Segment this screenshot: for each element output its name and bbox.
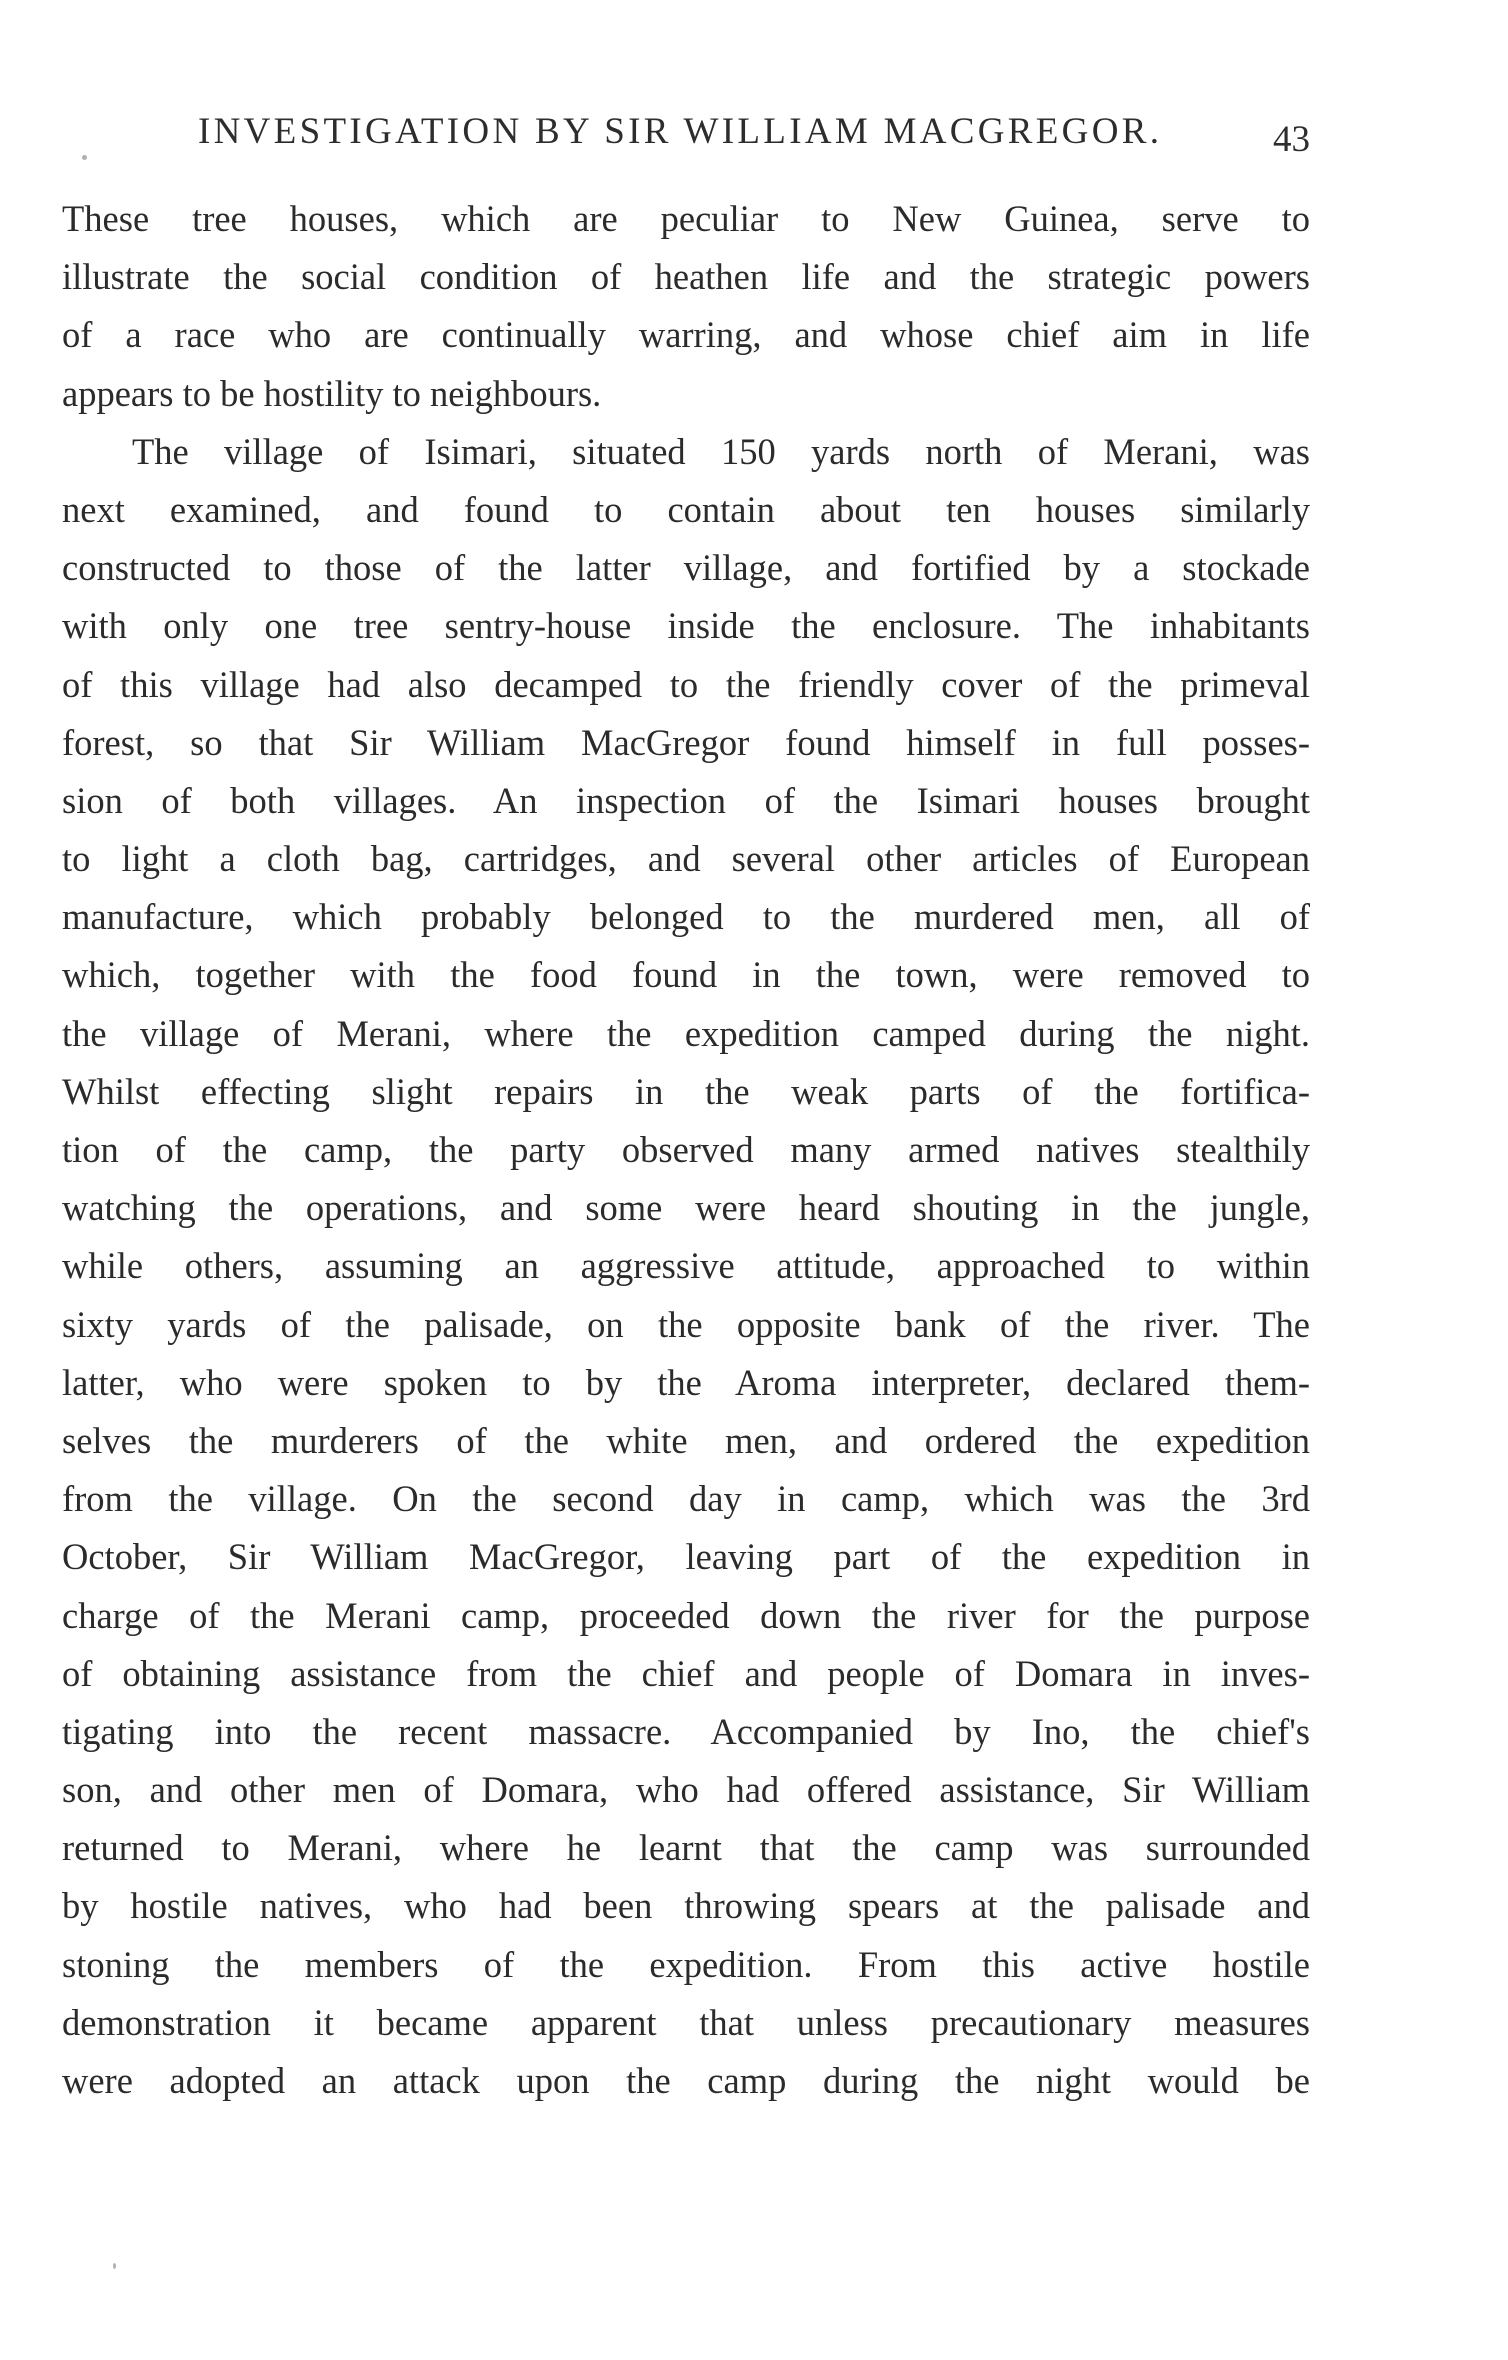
- text-line: demonstration it became apparent that unless precautionary measures: [62, 2001, 1310, 2043]
- text-line: were adopted an attack upon the camp during the night would be: [62, 2060, 1310, 2101]
- text-line: appears to be hostility to neighbours.: [62, 372, 602, 414]
- running-title: INVESTIGATION BY SIR WILLIAM MACGREGOR.: [198, 111, 1163, 152]
- text-line: to light a cloth bag, cartridges, and several other articles of European: [62, 838, 1310, 880]
- text-line: by hostile natives, who had been throwing spears at the palisade and: [62, 1885, 1310, 1927]
- text-line: Whilst effecting slight repairs in the weak parts of the fortifica-: [62, 1070, 1310, 1112]
- text-line: charge of the Merani camp, proceeded down the river for the purpose: [62, 1594, 1310, 1636]
- text-line: from the village. On the second day in camp, which was the 3rd: [62, 1478, 1310, 1520]
- text-line: sixty yards of the palisade, on the opposite bank of the river. The: [62, 1303, 1310, 1345]
- text-line: illustrate the social condition of heathen life and the strategic powers: [62, 256, 1310, 298]
- page-number: 43: [1273, 119, 1310, 160]
- text-line: October, Sir William MacGregor, leaving part of the expedition in: [62, 1536, 1310, 1578]
- text-line: tion of the camp, the party observed many armed natives stealthily: [62, 1129, 1310, 1170]
- text-line: of obtaining assistance from the chief and people of Domara in inves-: [62, 1652, 1310, 1694]
- text-line: next examined, and found to contain about ten houses similarly: [62, 488, 1310, 530]
- text-line: forest, so that Sir William MacGregor found himself in full posses-: [62, 721, 1310, 763]
- text-line: constructed to those of the latter village, and fortified by a stockade: [62, 547, 1310, 589]
- text-line: of a race who are continually warring, and whose chief aim in life: [62, 314, 1310, 356]
- text-line: the village of Merani, where the expedition camped during the night.: [62, 1012, 1310, 1054]
- body-text: [62, 190, 1310, 2110]
- text-line: sion of both villages. An inspection of the Isimari houses brought: [62, 779, 1310, 821]
- text-line: The village of Isimari, situated 150 yards north of Merani, was: [132, 430, 1310, 472]
- paragraph: [62, 190, 1310, 423]
- text-line: watching the operations, and some were heard shouting in the jungle,: [62, 1187, 1310, 1229]
- paragraph: [62, 423, 1310, 2110]
- text-line: stoning the members of the expedition. From this active hostile: [62, 1943, 1310, 1985]
- text-line: with only one tree sentry-house inside the enclosure. The inhabitants: [62, 605, 1310, 647]
- text-line: manufacture, which probably belonged to the murdered men, all of: [62, 896, 1310, 938]
- page-header: [62, 104, 1310, 164]
- text-line: latter, who were spoken to by the Aroma interpreter, declared them-: [62, 1361, 1310, 1403]
- text-line: son, and other men of Domara, who had offered assistance, Sir William: [62, 1769, 1310, 1811]
- text-line: These tree houses, which are peculiar to New Guinea, serve to: [62, 198, 1310, 239]
- ink-speck: [82, 155, 87, 160]
- ink-speck: [113, 2263, 116, 2269]
- text-line: which, together with the food found in the town, were removed to: [62, 954, 1310, 996]
- text-line: while others, assuming an aggressive attitude, approached to within: [62, 1245, 1310, 1287]
- text-line: selves the murderers of the white men, and ordered the expedition: [62, 1419, 1310, 1461]
- text-line: tigating into the recent massacre. Accompanied by Ino, the chief's: [62, 1710, 1310, 1752]
- text-line: of this village had also decamped to the friendly cover of the primeval: [62, 663, 1310, 705]
- text-line: returned to Merani, where he learnt that the camp was surrounded: [62, 1827, 1310, 1869]
